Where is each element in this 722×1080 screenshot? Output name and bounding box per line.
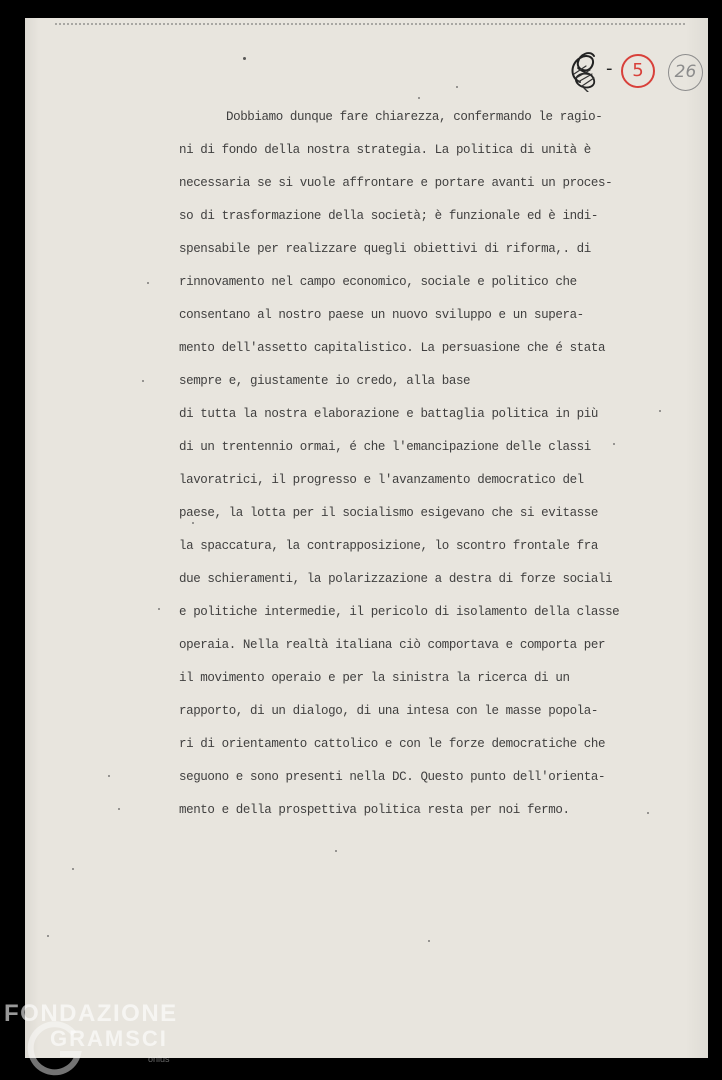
text-line: Dobbiamo dunque fare chiarezza, confermando le ragio-: [226, 110, 603, 124]
scan-speck: [108, 775, 110, 777]
scan-speck: [418, 97, 420, 99]
text-line: e politiche intermedie, il pericolo di isolamento della classe: [179, 605, 620, 619]
text-line: ri di orientamento cattolico e con le forze democratiche che: [179, 737, 606, 751]
text-line: paese, la lotta per il socialismo esigevano che si evitasse: [179, 506, 598, 520]
scan-speck: [335, 850, 337, 852]
top-edge-perforation: [55, 23, 685, 25]
text-line: rinnovamento nel campo economico, sociale e politico che: [179, 275, 577, 289]
text-line: di tutta la nostra elaborazione e battaglia politica in più: [179, 407, 598, 421]
text-line: so di trasformazione della società; è funzionale ed è indi-: [179, 209, 598, 223]
scan-speck: [456, 86, 458, 88]
text-line: mento e della prospettiva politica resta per noi fermo.: [179, 803, 570, 817]
watermark-onlus-text: onlus: [148, 1054, 170, 1064]
text-line: seguono e sono presenti nella DC. Questo punto dell'orienta-: [179, 770, 606, 784]
watermark-gramsci-text: GRAMSCI: [50, 1026, 168, 1051]
handwritten-initials-scribble: [566, 48, 604, 92]
text-line: due schieramenti, la polarizzazione a destra di forze sociali: [179, 572, 613, 586]
scan-speck: [72, 868, 74, 870]
text-line: lavoratrici, il progresso e l'avanzamento democratico del: [179, 473, 584, 487]
text-line: ni di fondo della nostra strategia. La politica di unità è: [179, 143, 591, 157]
scan-speck: [142, 380, 144, 382]
text-line: di un trentennio ormai, é che l'emancipazione delle classi: [179, 440, 591, 454]
scan-speck: [158, 608, 160, 610]
scan-speck: [243, 57, 246, 60]
typed-paragraph: [179, 101, 649, 827]
text-line: spensabile per realizzare quegli obiettivi di riforma,. di: [179, 242, 591, 256]
scan-speck: [659, 410, 661, 412]
circled-page-number: 5: [621, 54, 655, 88]
text-line: la spaccatura, la contrapposizione, lo scontro frontale fra: [179, 539, 598, 553]
scan-speck: [147, 282, 149, 284]
text-line: rapporto, di un dialogo, di una intesa con le masse popola-: [179, 704, 598, 718]
scan-speck: [118, 808, 120, 810]
text-line: il movimento operaio e per la sinistra la ricerca di un: [179, 671, 570, 685]
text-line: necessaria se si vuole affrontare e portare avanti un proces-: [179, 176, 613, 190]
text-line: operaia. Nella realtà italiana ciò comportava e comporta per: [179, 638, 606, 652]
watermark-foundation-text: FONDAZIONE: [4, 1000, 178, 1027]
circled-folio-number: 26: [668, 54, 703, 91]
scan-speck: [428, 940, 430, 942]
annotation-dash: -: [606, 58, 613, 79]
text-line: consentano al nostro paese un nuovo sviluppo e un supera-: [179, 308, 584, 322]
scan-speck: [47, 935, 49, 937]
text-line: sempre e, giustamente io credo, alla base: [179, 374, 471, 388]
text-line: mento dell'assetto capitalistico. La persuasione che é stata: [179, 341, 606, 355]
